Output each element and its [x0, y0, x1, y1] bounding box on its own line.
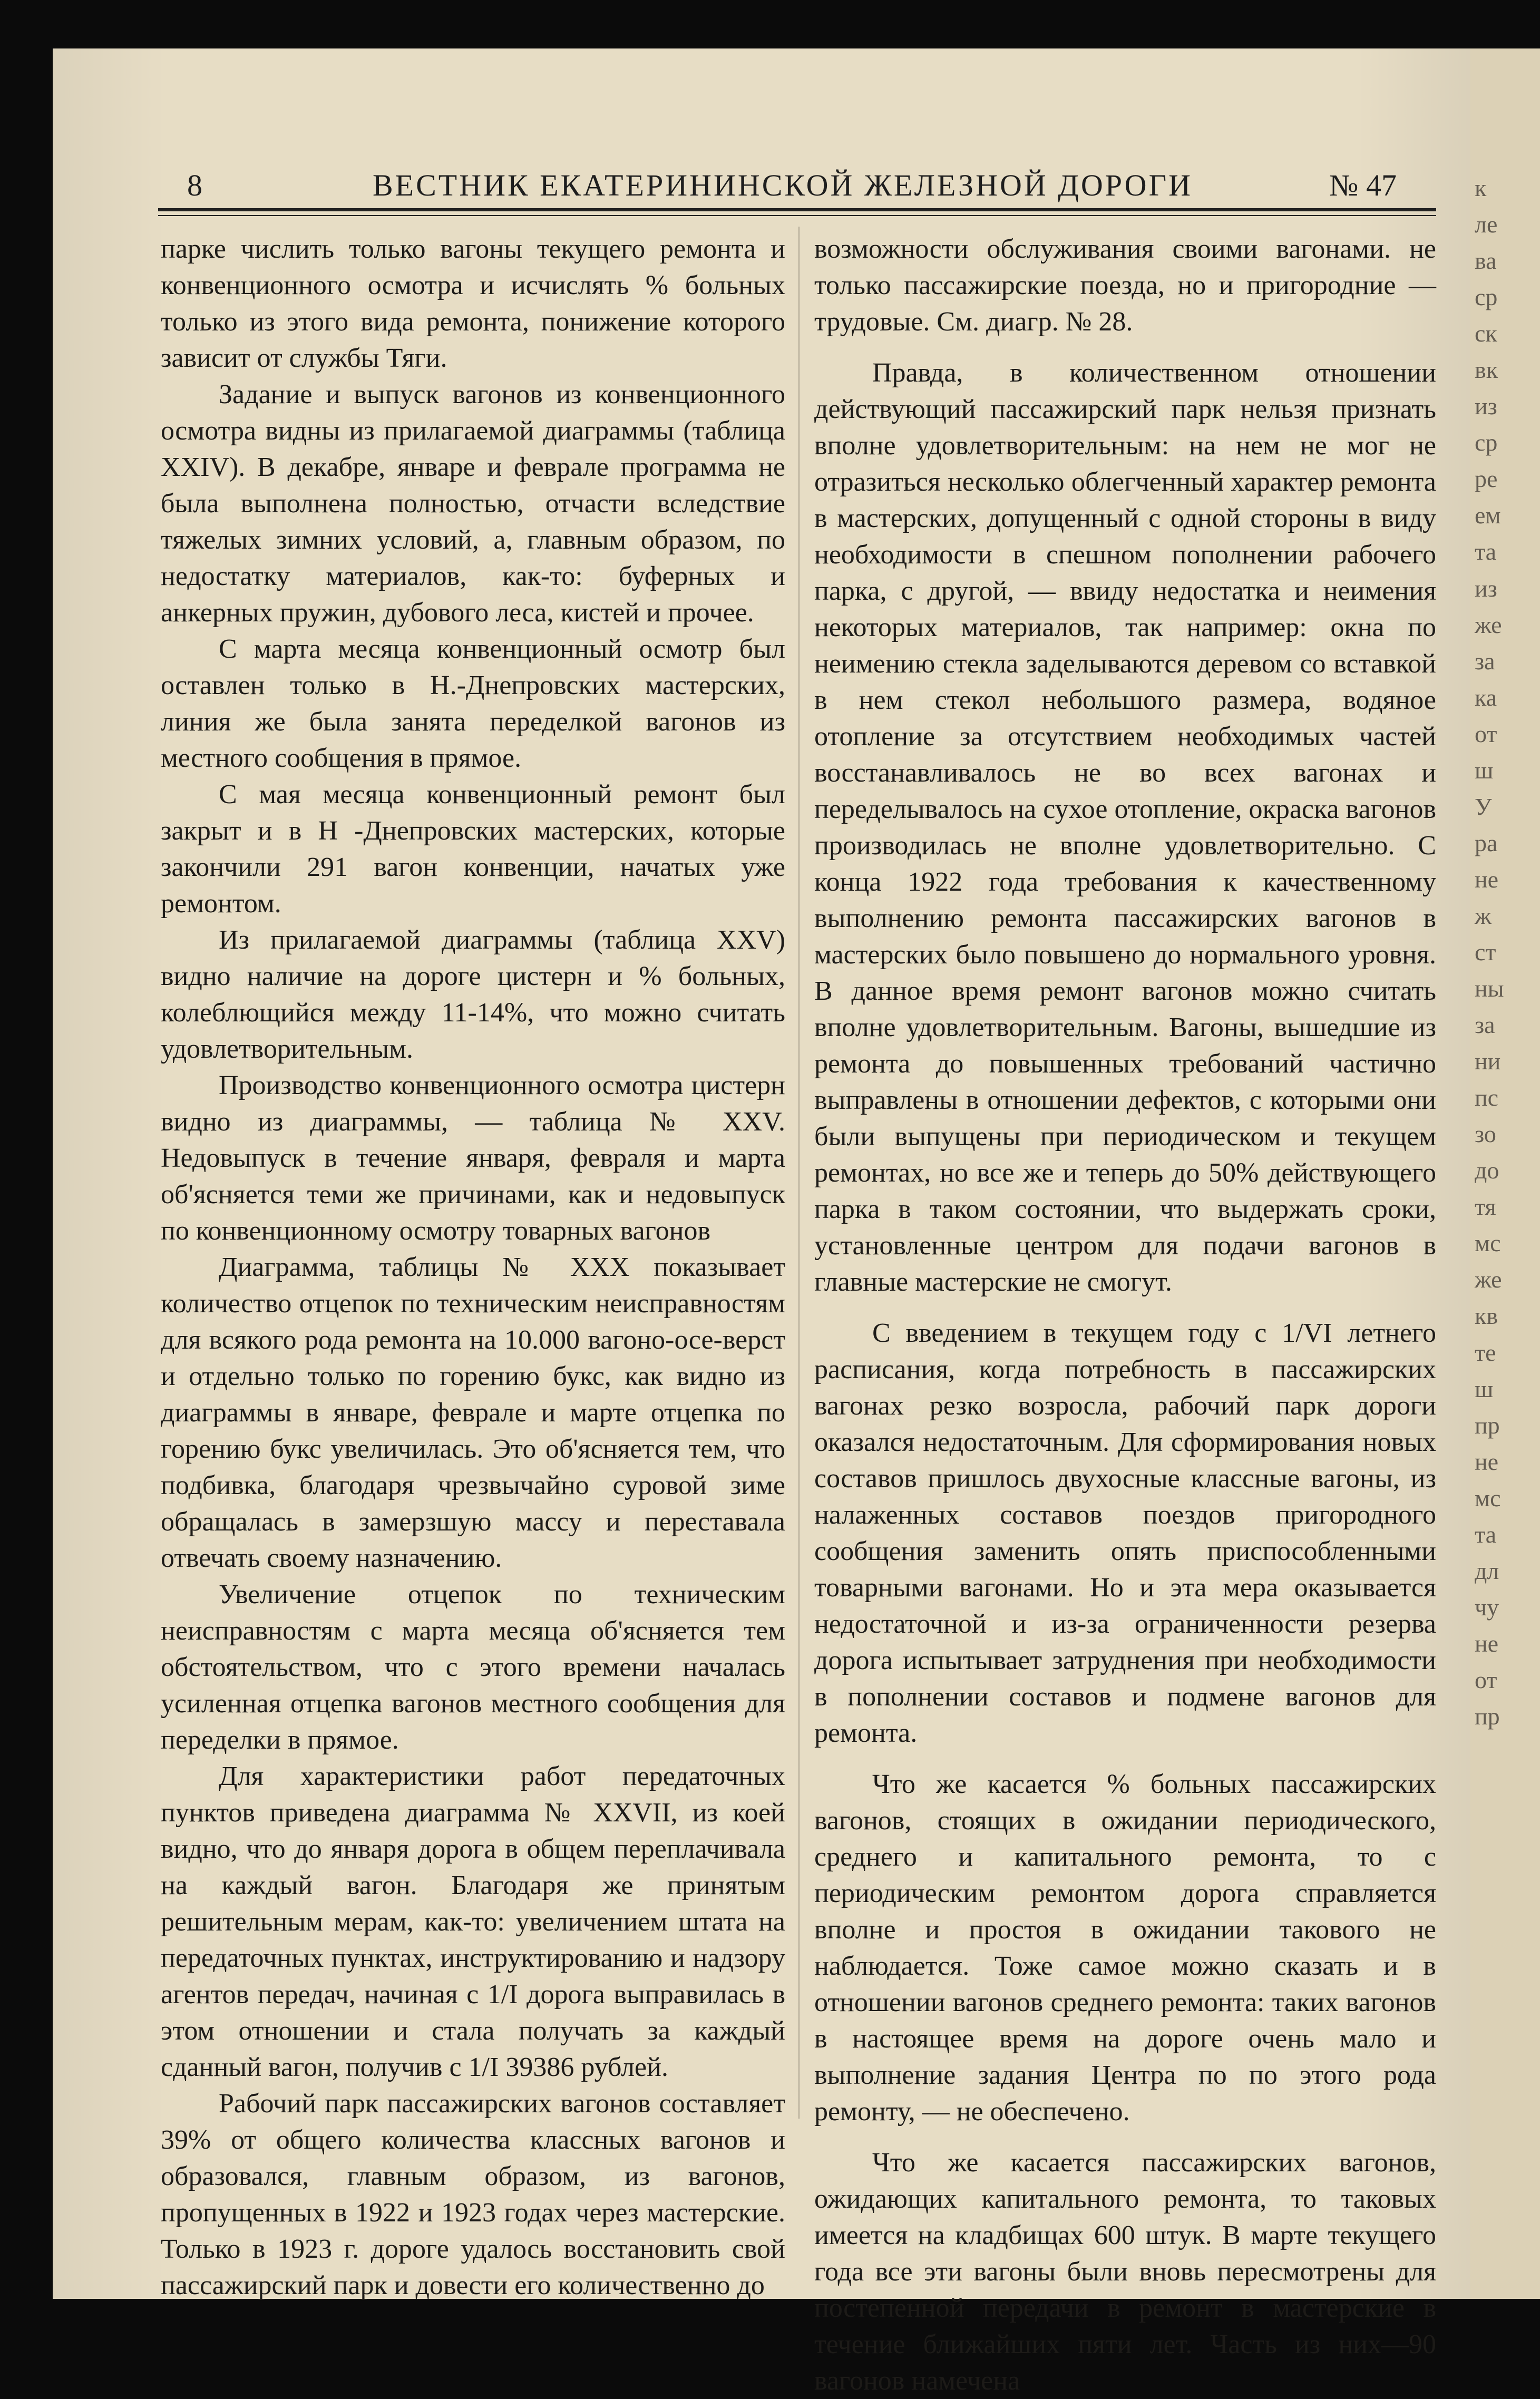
- adjacent-page-fragment: ни: [1475, 1048, 1501, 1075]
- adjacent-page-fragment: пс: [1475, 1084, 1499, 1111]
- adjacent-page-fragment: ка: [1475, 684, 1497, 711]
- paragraph: Для характеристики работ передаточных пунктов приведена диаграмма № XXVII, из коей видно, что до января дорога в общем переплачивала на каждый вагон. Благодаря же принятым решительным мерам, как-то: увеличением штата на передаточных пунктах, инструктированию и надзору агентов передач, начиная с 1/I дорога выправилась в этом отношении и стала получать за каждый сданный вагон, получив с 1/I 39386 рублей.: [161, 1761, 785, 2082]
- adjacent-page-fragment: та: [1475, 538, 1497, 565]
- adjacent-page-fragment: зо: [1475, 1120, 1496, 1147]
- adjacent-page-fragment: за: [1475, 648, 1495, 675]
- adjacent-page-fragment: из: [1475, 575, 1497, 602]
- adjacent-page-fragment: не: [1475, 1630, 1499, 1657]
- paragraph: Правда, в количественном отношении действующий пассажирский парк нельзя признать вполне удовлетворительным: на нем не мог не отразиться несколько облегченный характер ремонта в мастерских, допущенный с одной стороны в виду необходимости в спешном пополнении рабочего парка, с другой, — ввиду недостатка и неимения некоторых материалов, так например: окна по неимению стекла заделываются деревом со вставкой в нем стекол небольшого размера, водяное отопление за отсутствием необходимых частей восстанавливалось не во всех вагонах и переделывалось на сухое отопление, окраска вагонов производилась не вполне удовлетворительно. С конца 1922 года требования к качественному выполнению ремонта пассажирских вагонов в мастерских было повышено до нормального уровня. В данное время ремонт вагонов можно считать вполне удовлетворительным. Вагоны, вышедшие из ремонта до повышенных требований частично выправлены в отношении дефектов, с которыми они были выпущены при периодическом и текущем ремонтах, но все же и теперь до 50% действующего парка в таком состоянии, что выдержать сроки, установленные центром для подачи вагонов в главные мастерские не смогут.: [814, 358, 1436, 1297]
- adjacent-page-fragment: не: [1475, 1448, 1499, 1475]
- paragraph: Задание и выпуск вагонов из конвенционного осмотра видны из прилагаемой диаграммы (таблица XXIV). В декабре, январе и феврале программа не была выполнена полностью, отчасти вследствие тяжелых зимних условий, а, главным образом, по недостатку материалов, как-то: буферных и анкерных пружин, дубового леса, кистей и прочее.: [161, 379, 785, 628]
- adjacent-page-fragment: же: [1475, 611, 1502, 638]
- paragraph: С введением в текущем году с 1/VI летнего расписания, когда потребность в пассажирских вагонах резко возросла, рабочий парк дороги оказался недостаточным. Для сформирования новых составов пришлось двухосные классные вагоны, из налаженных составов поездов пригородного сообщения заменить опять приспособленными товарными вагонами. Но и эта мера оказывается недостаточной и из-за ограниченности резерва дорога испытывает затруднения при необходимости в пополнении составов и подмене вагонов для ремонта.: [814, 1318, 1436, 1748]
- adjacent-page-fragment: ре: [1475, 465, 1498, 492]
- adjacent-page-fragment: тя: [1475, 1193, 1496, 1220]
- paragraph: парке числить только вагоны текущего ремонта и конвенционного осмотра и исчислять % больных только из этого вида ремонта, понижение которого зависит от службы Тяги.: [161, 234, 785, 373]
- adjacent-page-fragment: пр: [1475, 1412, 1500, 1439]
- adjacent-page-edge: [1470, 48, 1540, 2299]
- adjacent-page-fragment: за: [1475, 1011, 1495, 1038]
- adjacent-page-fragment: не: [1475, 866, 1499, 893]
- column-divider: [798, 227, 800, 2119]
- page-header: [132, 168, 1434, 210]
- adjacent-page-fragment: чу: [1475, 1594, 1499, 1621]
- paragraph: Что же касается % больных пассажирских вагонов, стоящих в ожидании периодического, среднего и капитального ремонта, то с периодическим ремонтом дорога справляется вполне и простоя в ожидании такового не наблюдается. Тоже самое можно сказать и в отношении вагонов среднего ремонта: таких вагонов в настоящее время на дороге очень мало и выполнение задания Центра по по этого рода ремонту, — не обеспечено.: [814, 1769, 1436, 2127]
- adjacent-page-fragment: ва: [1475, 247, 1497, 274]
- adjacent-page-fragment: У: [1475, 793, 1492, 820]
- paragraph: С марта месяца конвенционный осмотр был оставлен только в Н.-Днепровских мастерских, линия же была занята переделкой вагонов из местного сообщения в прямое.: [161, 634, 785, 773]
- text-column-left: [161, 231, 785, 2300]
- adjacent-page-fragment: вк: [1475, 356, 1498, 383]
- paragraph: Производство конвенционного осмотра цистерн видно из диаграммы, — таблица № XXV. Недовыпуск в течение января, февраля и марта об'ясняется теми же причинами, как и недовыпуск по конвенционному осмотру товарных вагонов: [161, 1070, 785, 1246]
- adjacent-page-fragment: та: [1475, 1521, 1497, 1548]
- paragraph: Из прилагаемой диаграммы (таблица XXV) видно наличие на дороге цистерн и % больных, колеблющийся между 11-14%, что можно считать удовлетворительным.: [161, 925, 785, 1064]
- adjacent-page-fragment: ср: [1475, 429, 1498, 456]
- adjacent-page-fragment: от: [1475, 1666, 1497, 1693]
- paragraph: возможности обслуживания своими вагонами. не только пассажирские поезда, но и пригородние — трудовые. См. диагр. № 28.: [814, 234, 1436, 337]
- adjacent-page-fragment: ш: [1475, 757, 1494, 784]
- adjacent-page-fragment: до: [1475, 1157, 1499, 1184]
- adjacent-page-fragment: те: [1475, 1339, 1496, 1366]
- adjacent-page-fragment: ш: [1475, 1376, 1494, 1402]
- paragraph: С мая месяца конвенционный ремонт был закрыт и в Н -Днепровских мастерских, которые закончили 291 вагон конвенции, начатых уже ремонтом.: [161, 779, 785, 919]
- adjacent-page-fragment: к: [1475, 174, 1487, 201]
- adjacent-page-fragment: дл: [1475, 1557, 1499, 1584]
- adjacent-page-fragment: ж: [1475, 902, 1492, 929]
- adjacent-page-fragment: от: [1475, 720, 1497, 747]
- adjacent-page-fragment: ст: [1475, 939, 1496, 966]
- paragraph: Увеличение отцепок по техническим неисправностям с марта месяца об'ясняется тем обстоятельством, что с этого времени началась усиленная отцепка вагонов местного сообщения для переделки в прямое.: [161, 1579, 785, 1755]
- page-number: 8: [187, 168, 202, 202]
- paragraph: Диаграмма, таблицы № XXX показывает количество отцепок по техническим неисправностям для всякого рода ремонта на 10.000 вагоно-осе-верст и отдельно только по горению букс, как видно из диаграммы в январе, феврале и марте отцепка по горению букс увеличилась. Это об'ясняется тем, что подбивка, благодаря чрезвычайно суровой зиме обращалась в замерзшую массу и переставала отвечать своему назначению.: [161, 1252, 785, 1573]
- adjacent-page-fragment: ем: [1475, 502, 1501, 529]
- adjacent-page-fragment: кв: [1475, 1302, 1498, 1329]
- adjacent-page-fragment: ск: [1475, 320, 1497, 347]
- issue-number: № 47: [1329, 168, 1397, 202]
- paragraph: Что же касается пассажирских вагонов, ожидающих капитального ремонта, то таковых имеется на кладбищах 600 штук. В марте текущего года все эти вагоны были вновь пересмотрены для постепенной передачи в ремонт в мастерские в течение ближайших пяти лет. Часть из них—90 вагонов намечена: [814, 2148, 1436, 2396]
- header-rule-thin: [158, 215, 1436, 216]
- adjacent-page-fragment: мс: [1475, 1230, 1501, 1256]
- adjacent-page-fragment: же: [1475, 1266, 1502, 1293]
- adjacent-page-fragment: ле: [1475, 211, 1498, 238]
- adjacent-page-fragment: ср: [1475, 284, 1498, 310]
- adjacent-page-fragment: ра: [1475, 830, 1498, 856]
- adjacent-page-fragment: пр: [1475, 1703, 1500, 1730]
- adjacent-page-fragment: ны: [1475, 975, 1504, 1002]
- header-rule-thick: [158, 208, 1436, 211]
- paragraph: Рабочий парк пассажирских вагонов составляет 39% от общего количества классных вагонов и образовался, главным образом, из вагонов, пропущенных в 1922 и 1923 годах через мастерские. Только в 1923 г. дороге удалось восстановить свой пассажирский парк и довести его количественно до: [161, 2089, 785, 2300]
- adjacent-page-fragment: из: [1475, 393, 1497, 420]
- journal-title: ВЕСТНИК ЕКАТЕРИНИНСКОЙ ЖЕЛЕЗНОЙ ДОРОГИ: [373, 168, 1193, 202]
- adjacent-page-fragment: мс: [1475, 1485, 1501, 1511]
- text-column-right: [814, 231, 1436, 2396]
